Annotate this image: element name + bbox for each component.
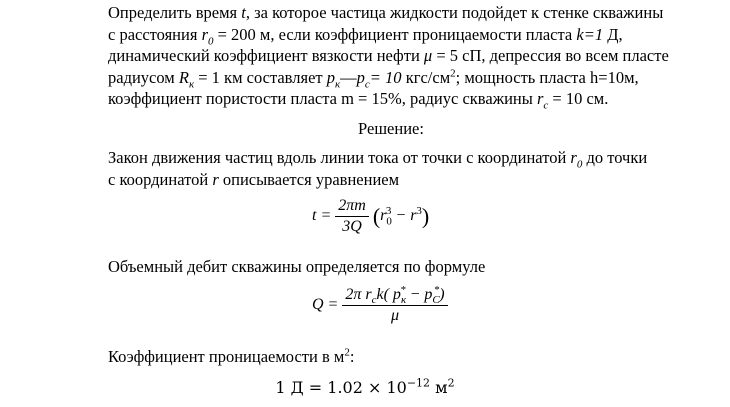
formula-particle-time: t = $\frac{2\pi m}{3Q}$ $(r_0^3 - r^3)$ bbox=[312, 197, 430, 235]
debit-text: Объемный дебит скважины определяется по формуле bbox=[108, 257, 486, 276]
darcy-conversion: 1 $Д = 1.02 \times 10^{-12}$ $м^2$ bbox=[275, 376, 455, 397]
formula-debit-fraction: $\frac{2\pi r_ck( p_к^* - p_C^*)}{\mu}$ bbox=[342, 285, 447, 326]
problem-statement: Определить время t, за которое частица жидкости подойдет к стенке скважины с расстояния $r_0 = 200$ м, если коэффициент проницаемости пласта k=1 Д, динамический коэффициент вязкости нефти μ = 5 сП, депрессия во всем пласте радиусом $R_к = 1$ км составляет $p_к—p_с= 10$ кгс/$см^2$; мощность пласта h=10м, коэффициент пористости пласта m = 15%, радиус скважины $r_c = 10$ см. bbox=[108, 3, 669, 112]
permeability-text: Коэффициент проницаемости в $м^2$: bbox=[108, 346, 355, 366]
solution-heading: Решение: bbox=[358, 119, 424, 138]
formula-debit: Q = $\frac{2\pi r_ck( p_к^* - p_C^*)}{\mu}$ bbox=[312, 285, 448, 326]
law-paragraph: Закон движения частиц вдоль линии тока от точки с координатой $r_0$ до точки с координатой r описывается уравнением bbox=[108, 148, 648, 189]
formula-fraction: $\frac{2\pi m}{3Q}$ bbox=[335, 196, 369, 237]
